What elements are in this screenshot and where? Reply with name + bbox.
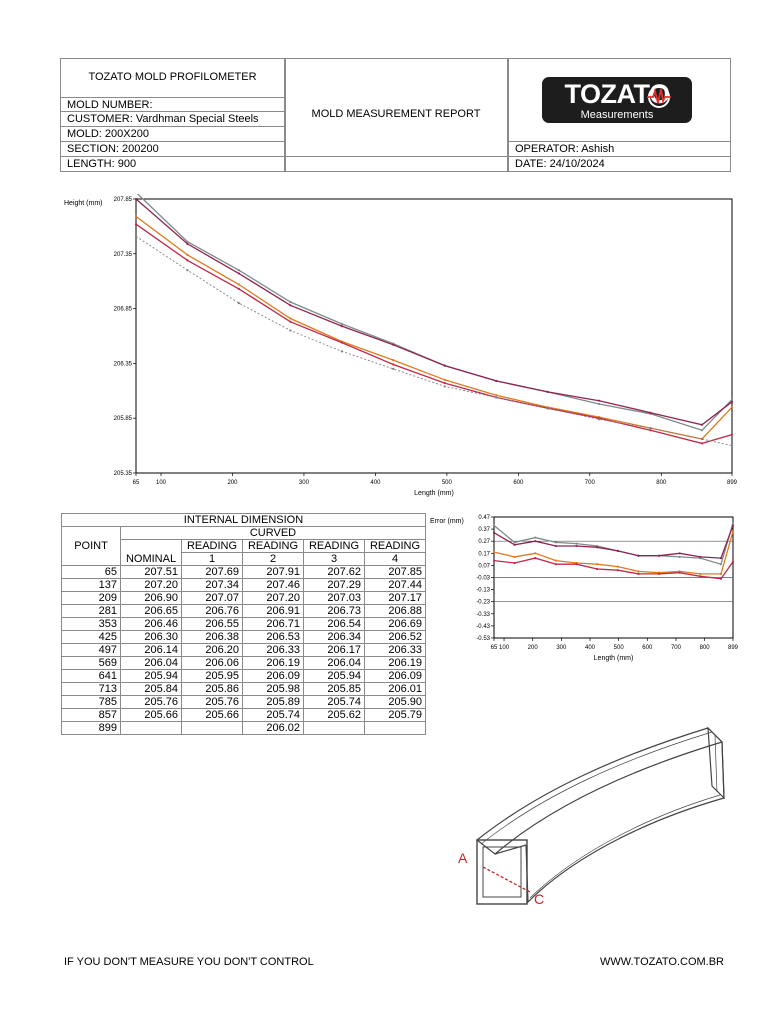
table-caption: INTERNAL DIMENSION bbox=[62, 514, 426, 527]
data-point bbox=[658, 555, 660, 557]
x-tick-label: 800 bbox=[699, 645, 710, 651]
point-cell: 65 bbox=[62, 566, 121, 579]
data-point bbox=[720, 563, 722, 565]
col-reading-2: READING bbox=[243, 540, 304, 553]
x-tick-label: 400 bbox=[370, 480, 381, 486]
value-cell: 207.29 bbox=[304, 579, 365, 592]
data-point bbox=[493, 559, 495, 561]
operator: OPERATOR: Ashish bbox=[515, 143, 615, 155]
point-cell: 353 bbox=[62, 618, 121, 631]
data-point bbox=[731, 445, 733, 447]
data-point bbox=[135, 198, 137, 200]
series-line-reading-3 bbox=[494, 558, 733, 579]
header-spacer bbox=[284, 141, 507, 142]
value-cell: 206.09 bbox=[243, 670, 304, 683]
data-point bbox=[732, 524, 734, 526]
data-point bbox=[534, 540, 536, 542]
table-row bbox=[62, 683, 426, 696]
data-point bbox=[493, 532, 495, 534]
data-point bbox=[444, 385, 446, 387]
value-cell: 205.94 bbox=[304, 670, 365, 683]
data-point bbox=[731, 434, 733, 436]
data-point bbox=[649, 429, 651, 431]
y-tick-label: 0.37 bbox=[478, 527, 490, 534]
data-point bbox=[679, 556, 681, 558]
table-row bbox=[62, 670, 426, 683]
data-point bbox=[392, 363, 394, 365]
value-cell: 206.46 bbox=[121, 618, 182, 631]
data-point bbox=[289, 301, 291, 303]
value-cell: 205.98 bbox=[243, 683, 304, 696]
value-cell: 205.76 bbox=[182, 696, 243, 709]
data-point bbox=[617, 566, 619, 568]
x-tick-label: 300 bbox=[556, 645, 567, 651]
value-cell: 207.20 bbox=[121, 579, 182, 592]
col-point: POINT bbox=[62, 527, 121, 566]
y-tick-label: -0.23 bbox=[476, 599, 490, 606]
data-point bbox=[679, 552, 681, 554]
table-row bbox=[62, 709, 426, 722]
y-tick-label: 0.07 bbox=[478, 563, 490, 570]
data-point bbox=[289, 304, 291, 306]
logo-subtitle: Measurements bbox=[580, 109, 654, 121]
value-cell: 206.54 bbox=[304, 618, 365, 631]
table-row bbox=[62, 644, 426, 657]
value-cell: 207.03 bbox=[304, 592, 365, 605]
value-cell: 206.55 bbox=[182, 618, 243, 631]
series-line-reading-1 bbox=[136, 217, 732, 440]
data-point bbox=[238, 302, 240, 304]
value-cell: 206.38 bbox=[182, 631, 243, 644]
data-point bbox=[575, 545, 577, 547]
data-point bbox=[598, 418, 600, 420]
series-line-reading-4 bbox=[136, 199, 732, 425]
x-tick-label: 65 bbox=[132, 480, 140, 486]
value-cell bbox=[304, 722, 365, 735]
value-cell: 206.09 bbox=[365, 670, 426, 683]
x-axis-label: Length (mm) bbox=[593, 655, 634, 662]
point-cell: 785 bbox=[62, 696, 121, 709]
series-line-reading-4 bbox=[494, 526, 733, 559]
value-cell: 206.01 bbox=[365, 683, 426, 696]
col-reading-3-num: 3 bbox=[304, 553, 365, 566]
data-point bbox=[135, 235, 137, 237]
value-cell: 206.53 bbox=[243, 631, 304, 644]
value-cell: 207.20 bbox=[243, 592, 304, 605]
value-cell: 205.89 bbox=[243, 696, 304, 709]
plot-frame bbox=[136, 199, 732, 473]
data-point bbox=[289, 321, 291, 323]
col-reading-2-num: 2 bbox=[243, 553, 304, 566]
data-point bbox=[392, 359, 394, 361]
x-tick-label: 400 bbox=[584, 645, 596, 651]
y-tick-label: 207.85 bbox=[113, 197, 132, 203]
data-point bbox=[495, 380, 497, 382]
value-cell: 206.02 bbox=[243, 722, 304, 735]
data-point bbox=[699, 556, 701, 558]
mold-number: MOLD NUMBER: bbox=[67, 99, 153, 111]
data-point bbox=[534, 557, 536, 559]
data-point bbox=[575, 563, 577, 565]
value-cell: 207.34 bbox=[182, 579, 243, 592]
data-point bbox=[238, 288, 240, 290]
mold-size: MOLD: 200X200 bbox=[67, 128, 149, 140]
point-cell: 209 bbox=[62, 592, 121, 605]
y-tick-label: 207.35 bbox=[113, 251, 132, 258]
value-cell: 206.33 bbox=[243, 644, 304, 657]
series-line-reading-1 bbox=[494, 532, 733, 574]
data-point bbox=[731, 398, 733, 400]
value-cell: 205.84 bbox=[121, 683, 182, 696]
data-point bbox=[701, 442, 703, 444]
x-tick-label: 65 bbox=[490, 645, 498, 651]
data-point bbox=[238, 272, 240, 274]
col-reading-3: READING bbox=[304, 540, 365, 553]
value-cell: 206.69 bbox=[365, 618, 426, 631]
table-row bbox=[62, 696, 426, 709]
data-point bbox=[699, 575, 701, 577]
x-tick-label: 300 bbox=[298, 480, 309, 486]
data-point bbox=[341, 350, 343, 352]
value-cell: 206.76 bbox=[182, 605, 243, 618]
value-cell: 205.85 bbox=[304, 683, 365, 696]
x-tick-label: 500 bbox=[613, 645, 624, 651]
col-reading-1: READING bbox=[182, 540, 243, 553]
internal-dimension-table bbox=[61, 513, 426, 735]
section: SECTION: 200200 bbox=[67, 143, 159, 155]
x-tick-label: 200 bbox=[527, 645, 538, 651]
table-row bbox=[62, 592, 426, 605]
value-cell: 205.74 bbox=[304, 696, 365, 709]
data-point bbox=[720, 578, 722, 580]
value-cell: 206.20 bbox=[182, 644, 243, 657]
data-point bbox=[701, 429, 703, 431]
point-cell: 281 bbox=[62, 605, 121, 618]
point-cell: 713 bbox=[62, 683, 121, 696]
value-cell: 205.66 bbox=[182, 709, 243, 722]
data-point bbox=[720, 557, 722, 559]
data-point bbox=[493, 524, 495, 526]
data-point bbox=[547, 407, 549, 409]
data-point bbox=[444, 382, 446, 384]
table-row bbox=[62, 657, 426, 670]
data-point bbox=[514, 544, 516, 546]
value-cell: 206.14 bbox=[121, 644, 182, 657]
value-cell: 207.91 bbox=[243, 566, 304, 579]
a-c-measure-line bbox=[483, 867, 530, 892]
data-point bbox=[341, 325, 343, 327]
data-point bbox=[135, 215, 137, 217]
data-point bbox=[679, 572, 681, 574]
y-tick-label: -0.33 bbox=[476, 611, 490, 618]
table-row bbox=[62, 618, 426, 631]
footer-website: WWW.TOZATO.COM.BR bbox=[599, 956, 724, 968]
value-cell: 206.06 bbox=[182, 657, 243, 670]
value-cell: 206.73 bbox=[304, 605, 365, 618]
data-point bbox=[186, 243, 188, 245]
data-point bbox=[392, 368, 394, 370]
y-tick-label: 0.27 bbox=[478, 539, 490, 546]
x-tick-label: 700 bbox=[670, 645, 681, 651]
data-point bbox=[699, 573, 701, 575]
data-point bbox=[514, 562, 516, 564]
value-cell: 206.52 bbox=[365, 631, 426, 644]
series-line-reading-2 bbox=[494, 523, 733, 564]
x-tick-label: 100 bbox=[156, 480, 167, 486]
data-point bbox=[186, 259, 188, 261]
data-point bbox=[289, 329, 291, 331]
y-tick-label: 205.85 bbox=[113, 416, 132, 423]
data-point bbox=[649, 412, 651, 414]
value-cell: 206.19 bbox=[365, 657, 426, 670]
value-cell bbox=[121, 722, 182, 735]
data-point bbox=[534, 536, 536, 538]
x-tick-label: 899 bbox=[726, 480, 738, 486]
value-cell: 205.95 bbox=[182, 670, 243, 683]
value-cell: 205.66 bbox=[121, 709, 182, 722]
y-tick-label: -0.03 bbox=[476, 575, 490, 582]
value-cell: 206.19 bbox=[243, 657, 304, 670]
point-cell: 641 bbox=[62, 670, 121, 683]
data-point bbox=[534, 552, 536, 554]
point-cell: 137 bbox=[62, 579, 121, 592]
header-rule bbox=[61, 156, 730, 157]
y-tick-label: -0.43 bbox=[476, 623, 490, 630]
data-point bbox=[598, 403, 600, 405]
x-tick-label: 100 bbox=[499, 645, 510, 651]
x-tick-label: 800 bbox=[656, 480, 667, 486]
data-point bbox=[732, 522, 734, 524]
x-axis-label: Length (mm) bbox=[414, 490, 454, 497]
data-point bbox=[289, 317, 291, 319]
y-axis-label: Height (mm) bbox=[64, 200, 103, 207]
table-row bbox=[62, 631, 426, 644]
data-point bbox=[596, 546, 598, 548]
table-row bbox=[62, 566, 426, 579]
data-point bbox=[731, 401, 733, 403]
data-point bbox=[732, 530, 734, 532]
data-point bbox=[637, 573, 639, 575]
data-point bbox=[637, 555, 639, 557]
data-point bbox=[617, 550, 619, 552]
value-cell: 207.07 bbox=[182, 592, 243, 605]
data-point bbox=[658, 573, 660, 575]
value-cell: 206.04 bbox=[304, 657, 365, 670]
data-point bbox=[617, 569, 619, 571]
value-cell: 206.88 bbox=[365, 605, 426, 618]
value-cell: 206.65 bbox=[121, 605, 182, 618]
data-point bbox=[555, 563, 557, 565]
x-tick-label: 500 bbox=[441, 480, 452, 486]
data-point bbox=[186, 269, 188, 271]
data-point bbox=[495, 396, 497, 398]
value-cell: 205.86 bbox=[182, 683, 243, 696]
label-c: C bbox=[534, 891, 545, 907]
value-cell: 206.90 bbox=[121, 592, 182, 605]
data-point bbox=[341, 323, 343, 325]
mold-tube bbox=[477, 728, 724, 904]
data-point bbox=[495, 394, 497, 396]
value-cell: 205.76 bbox=[121, 696, 182, 709]
data-point bbox=[135, 223, 137, 225]
value-cell: 205.79 bbox=[365, 709, 426, 722]
table-row bbox=[62, 722, 426, 735]
value-cell: 207.69 bbox=[182, 566, 243, 579]
label-a: A bbox=[458, 850, 468, 866]
logo-wave-icon bbox=[646, 85, 672, 109]
length: LENGTH: 900 bbox=[67, 158, 137, 170]
point-cell: 857 bbox=[62, 709, 121, 722]
data-point bbox=[514, 541, 516, 543]
y-axis-label: Error (mm) bbox=[430, 518, 464, 525]
data-point bbox=[444, 364, 446, 366]
customer: CUSTOMER: Vardhman Special Steels bbox=[67, 113, 259, 125]
x-tick-label: 899 bbox=[727, 645, 739, 651]
data-point bbox=[720, 573, 722, 575]
data-point bbox=[238, 283, 240, 285]
data-point bbox=[598, 400, 600, 402]
report-title: MOLD MEASUREMENT REPORT bbox=[311, 108, 481, 120]
profilometer-title: TOZATO MOLD PROFILOMETER bbox=[88, 71, 257, 83]
value-cell: 206.17 bbox=[304, 644, 365, 657]
data-point bbox=[701, 424, 703, 426]
data-point bbox=[596, 568, 598, 570]
x-tick-label: 600 bbox=[642, 645, 653, 651]
y-tick-label: 206.85 bbox=[113, 306, 132, 313]
value-cell: 206.34 bbox=[304, 631, 365, 644]
value-cell: 205.74 bbox=[243, 709, 304, 722]
value-cell: 206.33 bbox=[365, 644, 426, 657]
data-point bbox=[392, 344, 394, 346]
y-tick-label: 0.17 bbox=[478, 551, 490, 558]
value-cell bbox=[365, 722, 426, 735]
col-reading-4-num: 4 bbox=[365, 553, 426, 566]
y-tick-label: -0.53 bbox=[476, 636, 490, 642]
footer-slogan: IF YOU DON'T MEASURE YOU DON'T CONTROL bbox=[64, 956, 314, 968]
series-line-nominal bbox=[136, 236, 732, 445]
data-point bbox=[555, 559, 557, 561]
mold-diagram bbox=[450, 720, 750, 930]
x-tick-label: 200 bbox=[227, 480, 238, 486]
point-cell: 569 bbox=[62, 657, 121, 670]
data-point bbox=[575, 543, 577, 545]
data-point bbox=[547, 391, 549, 393]
value-cell: 206.91 bbox=[243, 605, 304, 618]
col-group-curved: CURVED bbox=[121, 527, 426, 540]
y-tick-label: 205.35 bbox=[113, 471, 132, 477]
data-point bbox=[186, 254, 188, 256]
value-cell: 205.90 bbox=[365, 696, 426, 709]
height-chart bbox=[60, 194, 740, 504]
x-tick-label: 600 bbox=[513, 480, 524, 486]
y-tick-label: 0.47 bbox=[478, 515, 490, 521]
data-point bbox=[649, 427, 651, 429]
value-cell: 207.51 bbox=[121, 566, 182, 579]
data-point bbox=[637, 570, 639, 572]
value-cell: 206.04 bbox=[121, 657, 182, 670]
value-cell: 207.44 bbox=[365, 579, 426, 592]
col-reading-1-num: 1 bbox=[182, 553, 243, 566]
series-line-reading-2 bbox=[136, 194, 732, 430]
tozato-logo bbox=[542, 77, 692, 123]
value-cell: 207.62 bbox=[304, 566, 365, 579]
data-point bbox=[555, 541, 557, 543]
value-cell: 207.85 bbox=[365, 566, 426, 579]
report-date: DATE: 24/10/2024 bbox=[515, 158, 605, 170]
table-row bbox=[62, 605, 426, 618]
data-point bbox=[444, 379, 446, 381]
point-cell: 497 bbox=[62, 644, 121, 657]
y-tick-label: 206.35 bbox=[113, 361, 132, 368]
value-cell: 205.62 bbox=[304, 709, 365, 722]
logo-text: TOZATO bbox=[564, 79, 670, 109]
value-cell: 206.30 bbox=[121, 631, 182, 644]
error-chart bbox=[428, 512, 740, 668]
value-cell: 205.94 bbox=[121, 670, 182, 683]
value-cell: 207.17 bbox=[365, 592, 426, 605]
data-point bbox=[514, 556, 516, 558]
x-tick-label: 700 bbox=[584, 480, 595, 486]
y-tick-label: -0.13 bbox=[476, 587, 490, 594]
data-point bbox=[596, 563, 598, 565]
value-cell bbox=[182, 722, 243, 735]
table-row bbox=[62, 579, 426, 592]
col-reading-4: READING bbox=[365, 540, 426, 553]
data-point bbox=[731, 406, 733, 408]
value-cell: 206.71 bbox=[243, 618, 304, 631]
data-point bbox=[341, 341, 343, 343]
point-cell: 425 bbox=[62, 631, 121, 644]
data-point bbox=[701, 438, 703, 440]
data-point bbox=[732, 561, 734, 563]
value-cell: 207.46 bbox=[243, 579, 304, 592]
col-nominal: NOMINAL bbox=[121, 540, 182, 566]
data-point bbox=[238, 269, 240, 271]
point-cell: 899 bbox=[62, 722, 121, 735]
data-point bbox=[493, 551, 495, 553]
data-point bbox=[555, 545, 557, 547]
